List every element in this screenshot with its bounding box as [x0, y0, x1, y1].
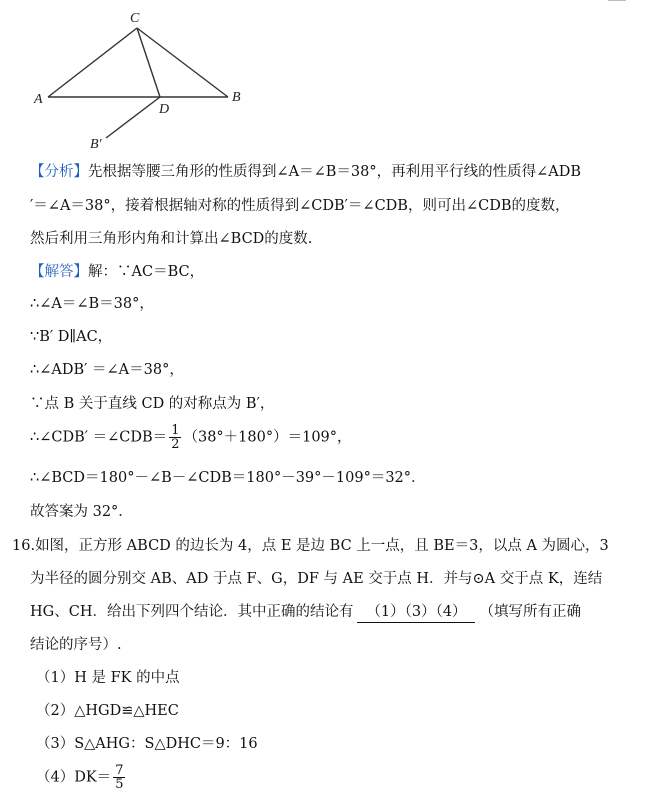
label-d: D: [159, 102, 170, 117]
segment-bc: [137, 28, 228, 97]
fraction-seven-fifths-denominator: 5: [115, 777, 124, 792]
solution-text-6-post: （38°＋180°）＝109°，: [183, 429, 352, 446]
solution-line-8: 故答案为 32°．: [30, 504, 133, 520]
label-b-prime: B′: [90, 137, 102, 152]
question-16-text-3-post: （填写所有正确: [479, 604, 581, 620]
option-4: [36, 764, 127, 791]
fraction-half: [169, 424, 181, 451]
solution-line-7: ∴∠BCD＝180°－∠B－∠CDB＝180°－39°－109°＝32°．: [30, 470, 426, 486]
option-1: （1）H 是 FK 的中点: [36, 670, 180, 686]
label-b: B: [232, 90, 241, 105]
answer-blank: （1）（3）（4）: [357, 602, 475, 623]
triangle-diagram: [20, 6, 260, 156]
solution-line-6: [30, 424, 352, 451]
solution-line-1: [30, 262, 204, 282]
solution-tag: 【解答】: [30, 264, 88, 280]
option-4-text: （4）DK＝: [36, 769, 112, 786]
solution-text-1: 解：∵AC＝BC，: [88, 264, 205, 280]
solution-line-2: ∴∠A＝∠B＝38°，: [30, 296, 154, 312]
question-16-line-1: [12, 536, 609, 556]
question-16-line-4: 结论的序号）.: [30, 637, 122, 653]
triangle-figure: [20, 6, 260, 156]
question-16-line-3: [30, 602, 581, 623]
analysis-line-3: 然后利用三角形内角和计算出∠BCD的度数.: [30, 231, 313, 247]
solution-text-6-pre: ∴∠CDB′ ＝∠CDB＝: [30, 429, 168, 446]
option-3: （3）S△AHG：S△DHC＝9：16: [36, 736, 258, 752]
label-c: C: [130, 11, 140, 26]
analysis-line-2: ′＝∠A＝38°，接着根据轴对称的性质得到∠CDB′＝∠CDB，则可出∠CDB的度数，: [30, 198, 570, 214]
question-16-text-3-pre: HG、CH．给出下列四个结论．其中正确的结论有: [30, 604, 354, 620]
segment-cd: [137, 28, 160, 97]
question-16-number: 16.: [12, 538, 36, 554]
solution-line-3: ∵B′ D∥AC，: [30, 329, 113, 345]
label-a: A: [34, 92, 43, 107]
fraction-seven-fifths: [113, 764, 125, 791]
analysis-tag: 【分析】: [30, 164, 88, 180]
question-16-text-1: 如图，正方形 ABCD 的边长为 4，点 E 是边 BC 上一点，且 BE＝3，以点 A 为圆心，3: [35, 538, 609, 554]
page-corner-mark: [608, 0, 626, 1]
fraction-half-denominator: 2: [171, 437, 180, 452]
analysis-line-1: [30, 162, 581, 182]
segment-ac: [48, 28, 137, 97]
segment-db-prime: [106, 97, 160, 138]
question-16-line-2: 为半径的圆分别交 AB、AD 于点 F、G，DF 与 AE 交于点 H．并与⊙A 交于点 K，连结: [30, 571, 603, 587]
solution-line-5: ∵点 B 关于直线 CD 的对称点为 B′，: [30, 396, 275, 412]
solution-line-4: ∴∠ADB′ ＝∠A＝38°，: [30, 362, 184, 378]
fraction-seven-fifths-numerator: 7: [115, 763, 124, 778]
option-2: （2）△HGD≌△HEC: [36, 703, 179, 719]
analysis-text-1: 先根据等腰三角形的性质得到∠A＝∠B＝38°，再利用平行线的性质得∠ADB: [88, 164, 582, 180]
fraction-half-numerator: 1: [171, 423, 180, 438]
